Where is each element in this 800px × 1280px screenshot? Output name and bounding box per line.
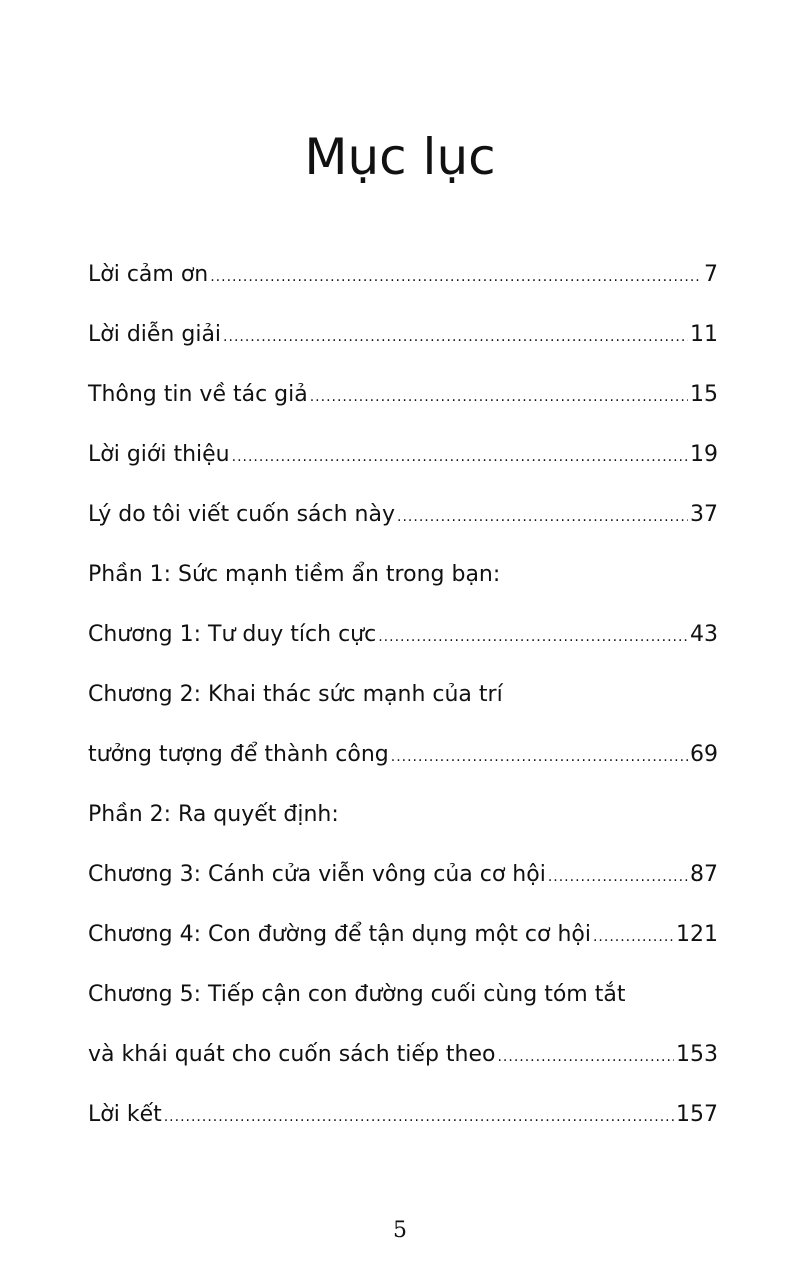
toc-entry	[88, 922, 718, 962]
toc-entry-page: 11	[690, 322, 718, 347]
toc-entry-first-line	[88, 682, 503, 722]
dot-leader	[232, 449, 688, 465]
toc-entry-page: 153	[676, 1042, 718, 1067]
dot-leader	[397, 509, 688, 525]
toc-entry-page: 87	[690, 862, 718, 887]
toc-entry	[88, 502, 718, 542]
toc-entry-label: Chương 3: Cánh cửa viễn vông của cơ hội	[88, 862, 546, 887]
dot-leader	[223, 329, 688, 345]
toc-entry-page: 19	[690, 442, 718, 467]
dot-leader	[378, 629, 688, 645]
toc-entry-label: Chương 4: Con đường để tận dụng một cơ hội	[88, 922, 591, 947]
toc-entry-page: 37	[690, 502, 718, 527]
dot-leader	[593, 929, 674, 945]
toc-entry-label: Thông tin về tác giả	[88, 382, 308, 407]
dot-leader	[548, 869, 688, 885]
toc-section-heading	[88, 562, 500, 602]
toc-entry-page: 69	[690, 742, 718, 767]
toc-entry-label: Lời cảm ơn	[88, 262, 209, 287]
toc-entry	[88, 862, 718, 902]
page-title: Mục lục	[304, 128, 496, 186]
toc-entry-label: Lý do tôi viết cuốn sách này	[88, 502, 396, 527]
toc-entry-label: Phần 1: Sức mạnh tiềm ẩn trong bạn:	[88, 562, 501, 587]
toc-entry	[88, 1102, 718, 1142]
dot-leader	[497, 1049, 674, 1065]
toc-entry-label: Lời diễn giải	[88, 322, 222, 347]
dot-leader	[164, 1109, 674, 1125]
toc-entry-first-line	[88, 982, 625, 1022]
toc-entry-page: 121	[676, 922, 718, 947]
toc-entry-label: Lời kết	[88, 1102, 162, 1127]
dot-leader	[391, 749, 688, 765]
dot-leader	[310, 389, 688, 405]
toc-entry	[88, 262, 718, 302]
toc-entry-page: 15	[690, 382, 718, 407]
toc-entry-page: 7	[704, 262, 718, 287]
toc-entry-label: Phần 2: Ra quyết định:	[88, 802, 339, 827]
toc-entry-label: tưởng tượng để thành công	[88, 742, 389, 767]
toc-entry	[88, 622, 718, 662]
toc-entry	[88, 382, 718, 422]
toc-entry-page: 43	[690, 622, 718, 647]
page-number: 5	[393, 1218, 407, 1243]
dot-leader	[210, 269, 702, 285]
toc-entry	[88, 1042, 718, 1082]
toc-entry-label: Chương 5: Tiếp cận con đường cuối cùng tóm tắt	[88, 982, 626, 1007]
toc-entry	[88, 742, 718, 782]
toc-entry-label: Chương 1: Tư duy tích cực	[88, 622, 377, 647]
toc-entry-label: Chương 2: Khai thác sức mạnh của trí	[88, 682, 503, 707]
toc-section-heading	[88, 802, 339, 842]
toc-entry-label: Lời giới thiệu	[88, 442, 230, 467]
toc-entry	[88, 322, 718, 362]
toc-entry-page: 157	[676, 1102, 718, 1127]
toc-entry-label: và khái quát cho cuốn sách tiếp theo	[88, 1042, 496, 1067]
toc-entry	[88, 442, 718, 482]
